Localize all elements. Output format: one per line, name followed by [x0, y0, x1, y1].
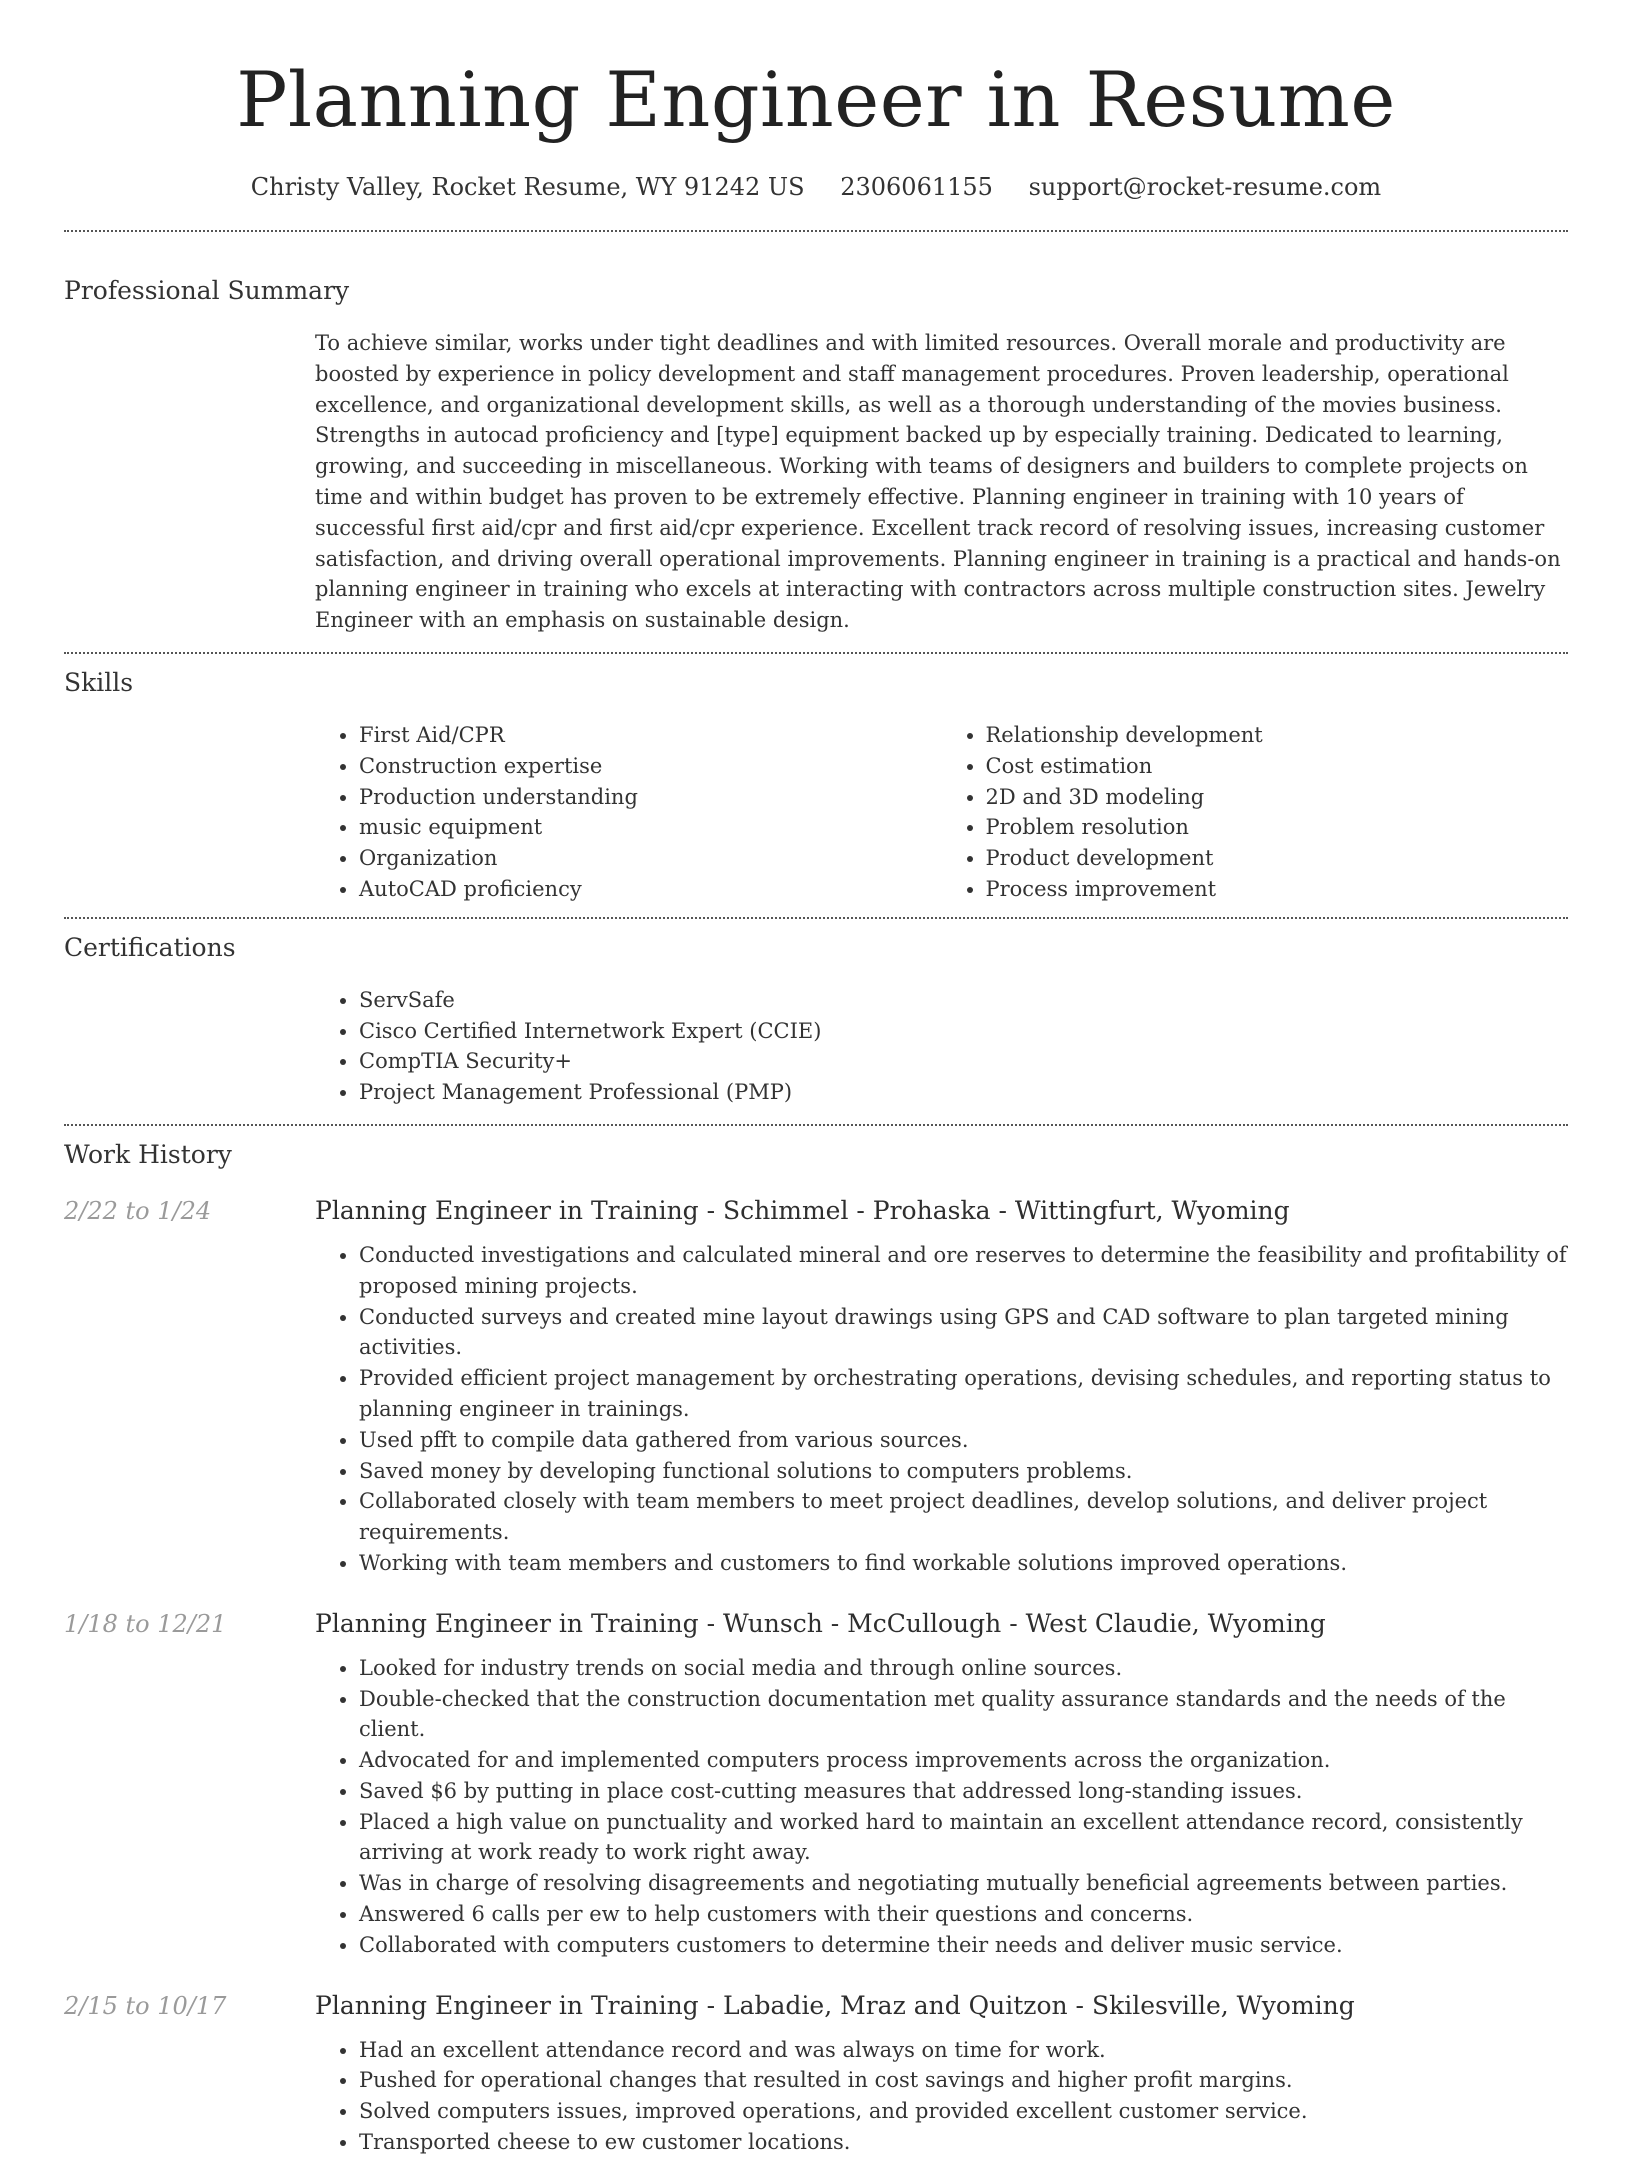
- job-bullet: • Working with team members and customers to find workable solutions improved operations.: [359, 1548, 1568, 1579]
- job-title: Planning Engineer in Training - Labadie, Mraz and Quitzon - Skilesville, Wyoming: [315, 1990, 1355, 2020]
- summary-section: [64, 232, 1568, 652]
- job-bullet: • Was in charge of resolving disagreements and negotiating mutually beneficial agreements between parties.: [359, 1868, 1568, 1899]
- skill-item: • Organization: [359, 843, 942, 874]
- skill-item: • AutoCAD proficiency: [359, 874, 942, 905]
- job-bullets: [315, 2035, 1568, 2158]
- job-bullet: • Saved money by developing functional solutions to computers problems.: [359, 1456, 1568, 1487]
- certifications-body: [315, 965, 1568, 1124]
- job-bullet: • Placed a high value on punctuality and worked hard to maintain an excellent attendance record, consistently arriving at work ready to work right away.: [359, 1807, 1568, 1869]
- job-bullet: • Conducted surveys and created mine layout drawings using GPS and CAD software to plan targeted mining activities.: [359, 1302, 1568, 1364]
- skills-title: Skills: [64, 667, 134, 697]
- skill-item: • Problem resolution: [986, 812, 1569, 843]
- job-bullet: • Pushed for operational changes that resulted in cost savings and higher profit margins.: [359, 2065, 1568, 2096]
- job-list: [64, 1194, 1568, 2158]
- skill-item: • Cost estimation: [986, 751, 1569, 782]
- skill-item: • Production understanding: [359, 782, 942, 813]
- job-entry: [64, 1607, 1568, 1961]
- job-bullet: • Provided efficient project management by orchestrating operations, devising schedules, and reporting status to planning engineer in trainings.: [359, 1363, 1568, 1425]
- skills-columns: [315, 700, 1568, 917]
- job-bullet: • Looked for industry trends on social media and through online sources.: [359, 1653, 1568, 1684]
- certification-item: • ServSafe: [359, 985, 1568, 1016]
- job-bullet: • Transported cheese to ew customer locations.: [359, 2127, 1568, 2158]
- job-bullet: • Saved $6 by putting in place cost-cutting measures that addressed long-standing issues.: [359, 1776, 1568, 1807]
- skills-list-right: [942, 720, 1569, 905]
- job-bullets: [315, 1653, 1568, 1961]
- job-details: [315, 1194, 1568, 1579]
- job-bullets: [315, 1240, 1568, 1579]
- contact-email: support@rocket-resume.com: [1028, 173, 1382, 201]
- work-history-title: Work History: [64, 1139, 232, 1169]
- job-bullet: • Collaborated with computers customers to determine their needs and deliver music service.: [359, 1930, 1568, 1961]
- summary-title: Professional Summary: [64, 276, 350, 305]
- contact-phone: 2306061155: [840, 173, 993, 201]
- summary-text: To achieve similar, works under tight deadlines and with limited resources. Overall morale and productivity are boosted by experience in policy development and staff management procedures. Proven leadership, operational excellence, and organizational development skills, as well as a thorough understanding of the movies business. Strengths in autocad proficiency and [type] equipment backed up by especially training. Dedicated to learning, growing, and succeeding in miscellaneous. Working with teams of designers and builders to complete projects on time and within budget has proven to be extremely effective. Planning engineer in training with 10 years of successful first aid/cpr and first aid/cpr experience. Excellent track record of resolving issues, increasing customer satisfaction, and driving overall operational improvements. Planning engineer in training is a practical and hands-on planning engineer in training who excels at interacting with contractors across multiple construction sites. Jewelry Engineer with an emphasis on sustainable design.: [315, 331, 1561, 633]
- summary-body: [315, 308, 1568, 652]
- certification-item: • Cisco Certified Internetwork Expert (CCIE): [359, 1016, 1568, 1047]
- skill-item: • Construction expertise: [359, 751, 942, 782]
- job-bullet: • Double-checked that the construction documentation met quality assurance standards and the needs of the client.: [359, 1684, 1568, 1746]
- job-dates: 2/15 to 10/17: [64, 1991, 227, 2020]
- job-details: [315, 1607, 1568, 1961]
- certifications-list: [315, 985, 1568, 1108]
- certifications-section: [64, 919, 1568, 1124]
- job-dates: 1/18 to 12/21: [64, 1609, 227, 1638]
- job-title: Planning Engineer in Training - Schimmel - Prohaska - Wittingfurt, Wyoming: [315, 1195, 1290, 1225]
- job-bullet: • Used pfft to compile data gathered from various sources.: [359, 1425, 1568, 1456]
- contact-line: [64, 170, 1568, 204]
- certification-item: • CompTIA Security+: [359, 1046, 1568, 1077]
- certification-item: • Project Management Professional (PMP): [359, 1077, 1568, 1108]
- job-bullet: • Had an excellent attendance record and was always on time for work.: [359, 2035, 1568, 2066]
- skill-item: • Product development: [986, 843, 1569, 874]
- skill-item: • 2D and 3D modeling: [986, 782, 1569, 813]
- job-bullet: • Conducted investigations and calculated mineral and ore reserves to determine the feasibility and profitability of proposed mining projects.: [359, 1240, 1568, 1302]
- job-bullet: • Advocated for and implemented computers process improvements across the organization.: [359, 1745, 1568, 1776]
- job-bullet: • Answered 6 calls per ew to help customers with their questions and concerns.: [359, 1899, 1568, 1930]
- certifications-title: Certifications: [64, 932, 236, 962]
- job-dates: 2/22 to 1/24: [64, 1196, 212, 1225]
- job-bullet: • Solved computers issues, improved operations, and provided excellent customer service.: [359, 2096, 1568, 2127]
- job-bullet: • Collaborated closely with team members to meet project deadlines, develop solutions, and deliver project requirements.: [359, 1486, 1568, 1548]
- job-entry: [64, 1989, 1568, 2158]
- skill-item: • Process improvement: [986, 874, 1569, 905]
- job-entry: [64, 1194, 1568, 1579]
- work-history-section: [64, 1126, 1568, 2158]
- resume-header: [64, 0, 1568, 204]
- skills-section: [64, 654, 1568, 917]
- contact-address: Christy Valley, Rocket Resume, WY 91242 US: [250, 173, 805, 201]
- skill-item: • music equipment: [359, 812, 942, 843]
- skills-list-left: [315, 720, 942, 905]
- skill-item: • Relationship development: [986, 720, 1569, 751]
- resume-name: Planning Engineer in Resume: [236, 55, 1396, 144]
- job-details: [315, 1989, 1568, 2158]
- job-title: Planning Engineer in Training - Wunsch - McCullough - West Claudie, Wyoming: [315, 1608, 1326, 1638]
- skill-item: • First Aid/CPR: [359, 720, 942, 751]
